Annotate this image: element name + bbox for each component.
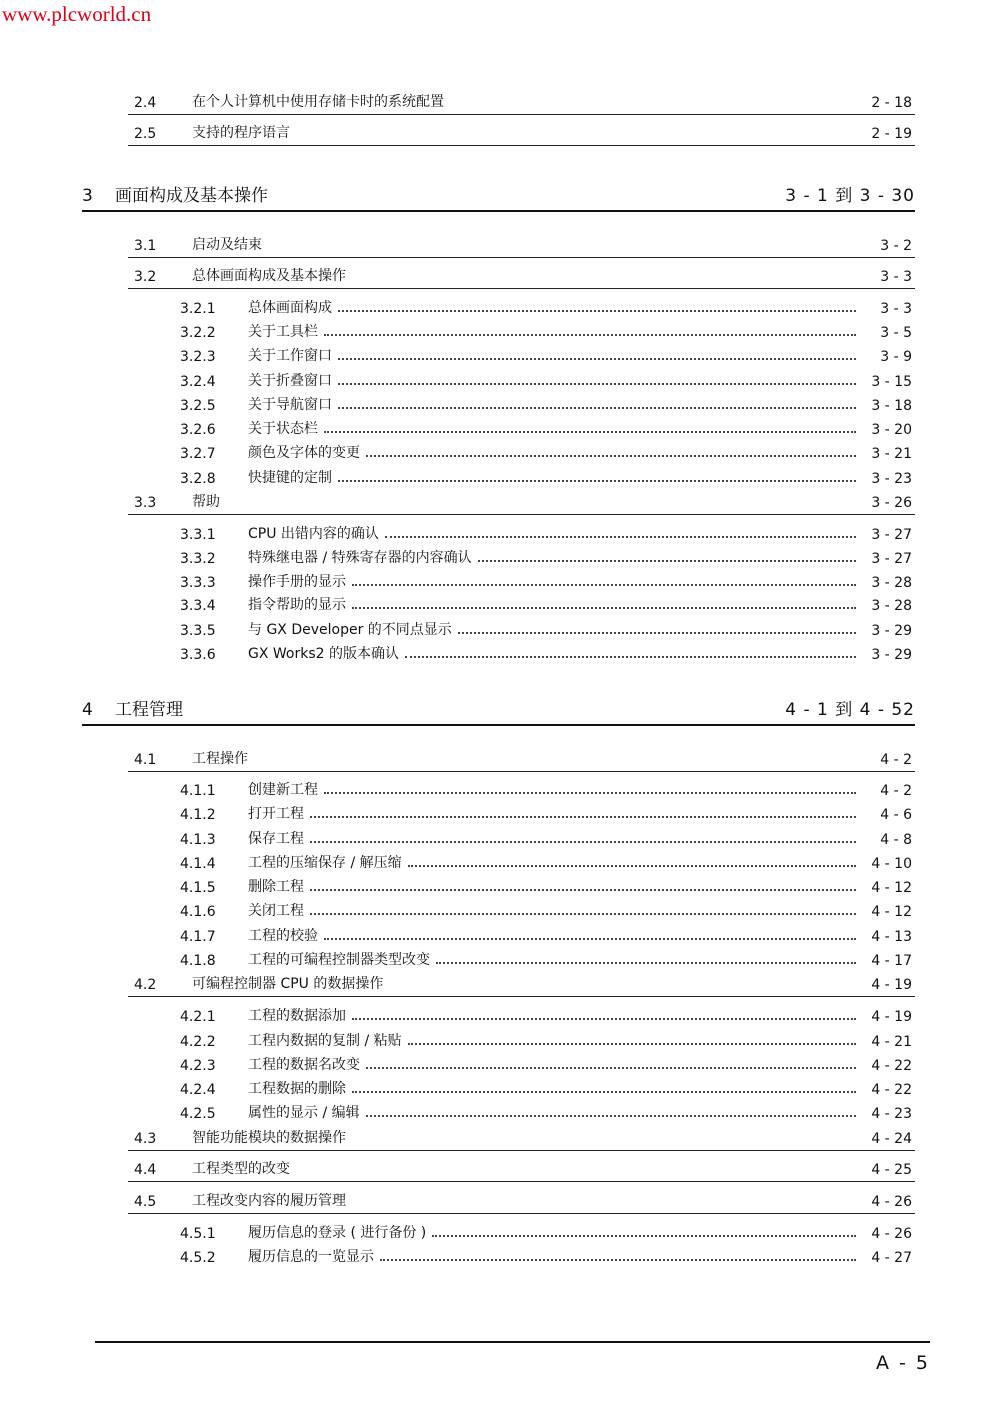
toc-page: 4 - 22 <box>871 1058 912 1074</box>
toc-page: 4 - 1 到 4 - 52 <box>785 700 915 720</box>
toc-chapter[interactable] <box>82 694 915 726</box>
toc-number: 4.2 <box>134 977 157 993</box>
toc-subsection[interactable] <box>180 643 912 663</box>
toc-subsection[interactable] <box>180 1030 912 1050</box>
toc-subsection[interactable] <box>180 1246 912 1266</box>
toc-page: 4 - 6 <box>880 807 912 823</box>
toc-section[interactable] <box>128 88 915 115</box>
toc-number: 2.5 <box>134 126 157 142</box>
toc-subsection[interactable] <box>180 418 912 438</box>
toc-subsection[interactable] <box>180 467 912 487</box>
toc-number: 4.1 <box>134 752 157 768</box>
toc-subsection[interactable] <box>180 370 912 390</box>
toc-title: 关于导航窗口 <box>248 397 332 413</box>
dot-leader <box>408 1043 856 1045</box>
toc-subsection[interactable] <box>180 1102 912 1122</box>
toc-title: 快捷键的定制 <box>248 470 332 486</box>
toc-page: 4 - 17 <box>871 953 912 969</box>
toc-number: 4.1.1 <box>180 783 216 799</box>
toc-section[interactable] <box>128 745 915 772</box>
dot-leader <box>338 407 856 409</box>
toc-title: 智能功能模块的数据操作 <box>192 1130 346 1146</box>
toc-page: 3 - 1 到 3 - 30 <box>785 186 915 206</box>
toc-page: 4 - 10 <box>871 856 912 872</box>
toc-number: 4.2.3 <box>180 1058 216 1074</box>
toc-title: 与 GX Developer 的不同点显示 <box>248 622 452 638</box>
dot-leader <box>352 607 856 609</box>
toc-page: 3 - 28 <box>871 575 912 591</box>
toc-page: 3 - 20 <box>871 422 912 438</box>
dot-leader <box>352 1091 856 1093</box>
dot-leader <box>310 816 856 818</box>
dot-leader <box>432 1235 856 1237</box>
toc-title: GX Works2 的版本确认 <box>248 646 399 662</box>
toc-number: 4.1.4 <box>180 856 216 872</box>
dot-leader <box>338 358 856 360</box>
dot-leader <box>436 962 856 964</box>
toc-subsection[interactable] <box>180 779 912 799</box>
toc-subsection[interactable] <box>180 1078 912 1098</box>
toc-number: 3.2.4 <box>180 374 216 390</box>
toc-number: 4.2.1 <box>180 1009 216 1025</box>
toc-number: 4.2.4 <box>180 1082 216 1098</box>
toc-title: 关闭工程 <box>248 903 304 919</box>
toc-page: 2 - 19 <box>871 126 912 142</box>
toc-title: 帮助 <box>192 494 220 510</box>
toc-title: 总体画面构成 <box>248 300 332 316</box>
toc-number: 4.1.7 <box>180 929 216 945</box>
toc-title: 总体画面构成及基本操作 <box>192 268 346 284</box>
toc-title: 关于状态栏 <box>248 421 318 437</box>
toc-title: 工程内数据的复制 / 粘贴 <box>248 1033 402 1049</box>
toc-number: 3.2.6 <box>180 422 216 438</box>
toc-title: 支持的程序语言 <box>192 125 290 141</box>
toc-title: 关于工具栏 <box>248 324 318 340</box>
toc-title: CPU 出错内容的确认 <box>248 526 379 542</box>
toc-number: 3.2.5 <box>180 398 216 414</box>
toc-title: 属性的显示 / 编辑 <box>248 1105 360 1121</box>
toc-number: 4.2.5 <box>180 1106 216 1122</box>
toc-page: 4 - 24 <box>871 1131 912 1147</box>
dot-leader <box>310 913 856 915</box>
toc-subsection[interactable] <box>180 345 912 365</box>
toc-title: 工程数据的删除 <box>248 1081 346 1097</box>
toc-page: 3 - 15 <box>871 374 912 390</box>
toc-title: 可编程控制器 CPU 的数据操作 <box>192 976 384 992</box>
toc-section[interactable] <box>128 970 915 997</box>
dot-leader <box>338 383 856 385</box>
toc-number: 4.4 <box>134 1162 157 1178</box>
toc-subsection[interactable] <box>180 852 912 872</box>
toc-title: 工程的校验 <box>248 928 318 944</box>
toc-page: 3 - 27 <box>871 551 912 567</box>
toc-number: 4.5 <box>134 1194 157 1210</box>
toc-subsection[interactable] <box>180 1054 912 1074</box>
toc-number: 4.1.6 <box>180 904 216 920</box>
toc-section[interactable] <box>128 231 915 258</box>
toc-subsection[interactable] <box>180 803 912 823</box>
toc-number: 4.5.2 <box>180 1250 216 1266</box>
toc-subsection[interactable] <box>180 571 912 591</box>
toc-number: 4.3 <box>134 1131 157 1147</box>
footer-divider <box>95 1341 930 1343</box>
toc-number: 3.2 <box>134 269 157 285</box>
toc-title: 指令帮助的显示 <box>248 597 346 613</box>
toc-number: 3.3.2 <box>180 551 216 567</box>
dot-leader <box>338 480 856 482</box>
toc-page: 3 - 29 <box>871 647 912 663</box>
toc-subsection[interactable] <box>180 619 912 639</box>
dot-leader <box>385 536 856 538</box>
toc-number: 3.2.3 <box>180 349 216 365</box>
toc-title: 工程的数据添加 <box>248 1008 346 1024</box>
toc-number: 3.3.6 <box>180 647 216 663</box>
dot-leader <box>324 334 856 336</box>
toc-page: 4 - 13 <box>871 929 912 945</box>
toc-page: 3 - 18 <box>871 398 912 414</box>
toc-number: 4.1.2 <box>180 807 216 823</box>
toc-number: 3 <box>82 186 93 206</box>
toc-number: 3.3.4 <box>180 598 216 614</box>
toc-subsection[interactable] <box>180 828 912 848</box>
toc-title: 删除工程 <box>248 879 304 895</box>
toc-title: 工程操作 <box>192 751 248 767</box>
toc-title: 关于折叠窗口 <box>248 373 332 389</box>
watermark: www.plcworld.cn <box>2 2 152 26</box>
toc-title: 画面构成及基本操作 <box>115 186 268 206</box>
toc-section[interactable] <box>128 119 915 146</box>
toc-subsection[interactable] <box>180 523 912 543</box>
toc-number: 3.3.5 <box>180 623 216 639</box>
dot-leader <box>324 431 856 433</box>
toc-page: 3 - 2 <box>880 238 912 254</box>
dot-leader <box>352 584 856 586</box>
toc-section[interactable] <box>128 488 915 515</box>
dot-leader <box>408 865 856 867</box>
dot-leader <box>338 310 856 312</box>
toc-subsection[interactable] <box>180 1005 912 1025</box>
toc-title: 工程类型的改变 <box>192 1161 290 1177</box>
toc-number: 3.2.8 <box>180 471 216 487</box>
toc-subsection[interactable] <box>180 297 912 317</box>
toc-page: 3 - 3 <box>880 301 912 317</box>
toc-page: 4 - 19 <box>871 1009 912 1025</box>
toc-number: 4.5.1 <box>180 1226 216 1242</box>
toc-number: 4.1.8 <box>180 953 216 969</box>
toc-number: 3.3.3 <box>180 575 216 591</box>
dot-leader <box>478 560 856 562</box>
toc-number: 3.3 <box>134 495 157 511</box>
toc-title: 工程管理 <box>115 700 183 720</box>
toc-page: 4 - 19 <box>871 977 912 993</box>
toc-subsection[interactable] <box>180 925 912 945</box>
toc-subsection[interactable] <box>180 594 912 614</box>
toc-title: 保存工程 <box>248 831 304 847</box>
dot-leader <box>458 632 856 634</box>
toc-number: 3.2.1 <box>180 301 216 317</box>
toc-page: 4 - 26 <box>871 1194 912 1210</box>
toc-number: 3.2.7 <box>180 446 216 462</box>
toc-number: 4.1.5 <box>180 880 216 896</box>
toc-page: 4 - 12 <box>871 880 912 896</box>
toc-title: 工程的数据名改变 <box>248 1057 360 1073</box>
dot-leader <box>366 455 856 457</box>
toc-page: 4 - 2 <box>880 783 912 799</box>
toc-number: 3.3.1 <box>180 527 216 543</box>
toc-page: 3 - 26 <box>871 495 912 511</box>
toc-subsection[interactable] <box>180 547 912 567</box>
toc-subsection[interactable] <box>180 876 912 896</box>
toc-number: 4.1.3 <box>180 832 216 848</box>
toc-title: 工程的压缩保存 / 解压缩 <box>248 855 402 871</box>
toc-page: 4 - 8 <box>880 832 912 848</box>
toc-subsection[interactable] <box>180 1222 912 1242</box>
toc-page: 2 - 18 <box>871 95 912 111</box>
toc-section[interactable] <box>128 1124 915 1151</box>
toc-title: 打开工程 <box>248 806 304 822</box>
toc-section[interactable] <box>128 262 915 289</box>
toc-subsection[interactable] <box>180 394 912 414</box>
toc-page: 3 - 21 <box>871 446 912 462</box>
toc-subsection[interactable] <box>180 442 912 462</box>
toc-page: 4 - 12 <box>871 904 912 920</box>
toc-title: 操作手册的显示 <box>248 574 346 590</box>
toc-title: 特殊继电器 / 特殊寄存器的内容确认 <box>248 550 472 566</box>
toc-title: 创建新工程 <box>248 782 318 798</box>
toc-title: 履历信息的一览显示 <box>248 1249 374 1265</box>
toc-page: 3 - 5 <box>880 325 912 341</box>
toc-page: 3 - 27 <box>871 527 912 543</box>
toc-number: 3.1 <box>134 238 157 254</box>
toc-page: 3 - 3 <box>880 269 912 285</box>
toc-page: 4 - 21 <box>871 1034 912 1050</box>
dot-leader <box>405 656 856 658</box>
toc-title: 在个人计算机中使用存储卡时的系统配置 <box>192 94 444 110</box>
toc-section[interactable] <box>128 1155 915 1182</box>
toc-section[interactable] <box>128 1187 915 1214</box>
toc-title: 颜色及字体的变更 <box>248 445 360 461</box>
dot-leader <box>366 1067 856 1069</box>
toc-page: 3 - 28 <box>871 598 912 614</box>
toc-page: 3 - 29 <box>871 623 912 639</box>
toc-title: 关于工作窗口 <box>248 348 332 364</box>
toc-number: 4 <box>82 700 93 720</box>
toc-number: 3.2.2 <box>180 325 216 341</box>
toc-page: 4 - 23 <box>871 1106 912 1122</box>
toc-chapter[interactable] <box>82 180 915 212</box>
dot-leader <box>366 1115 856 1117</box>
dot-leader <box>310 841 856 843</box>
toc-page: 4 - 27 <box>871 1250 912 1266</box>
dot-leader <box>310 889 856 891</box>
dot-leader <box>324 938 856 940</box>
toc-title: 工程改变内容的履历管理 <box>192 1193 346 1209</box>
dot-leader <box>380 1259 856 1261</box>
dot-leader <box>324 792 856 794</box>
dot-leader <box>352 1018 856 1020</box>
toc-title: 工程的可编程控制器类型改变 <box>248 952 430 968</box>
toc-subsection[interactable] <box>180 949 912 969</box>
toc-title: 启动及结束 <box>192 237 262 253</box>
toc-page: 4 - 22 <box>871 1082 912 1098</box>
toc-page: 4 - 26 <box>871 1226 912 1242</box>
toc-page: 3 - 23 <box>871 471 912 487</box>
toc-title: 履历信息的登录 ( 进行备份 ) <box>248 1225 427 1241</box>
toc-page: 4 - 25 <box>871 1162 912 1178</box>
toc-page: 3 - 9 <box>880 349 912 365</box>
toc-page: 4 - 2 <box>880 752 912 768</box>
page-number: A - 5 <box>875 1352 930 1374</box>
toc-number: 2.4 <box>134 95 157 111</box>
toc-subsection[interactable] <box>180 900 912 920</box>
toc-number: 4.2.2 <box>180 1034 216 1050</box>
toc-subsection[interactable] <box>180 321 912 341</box>
